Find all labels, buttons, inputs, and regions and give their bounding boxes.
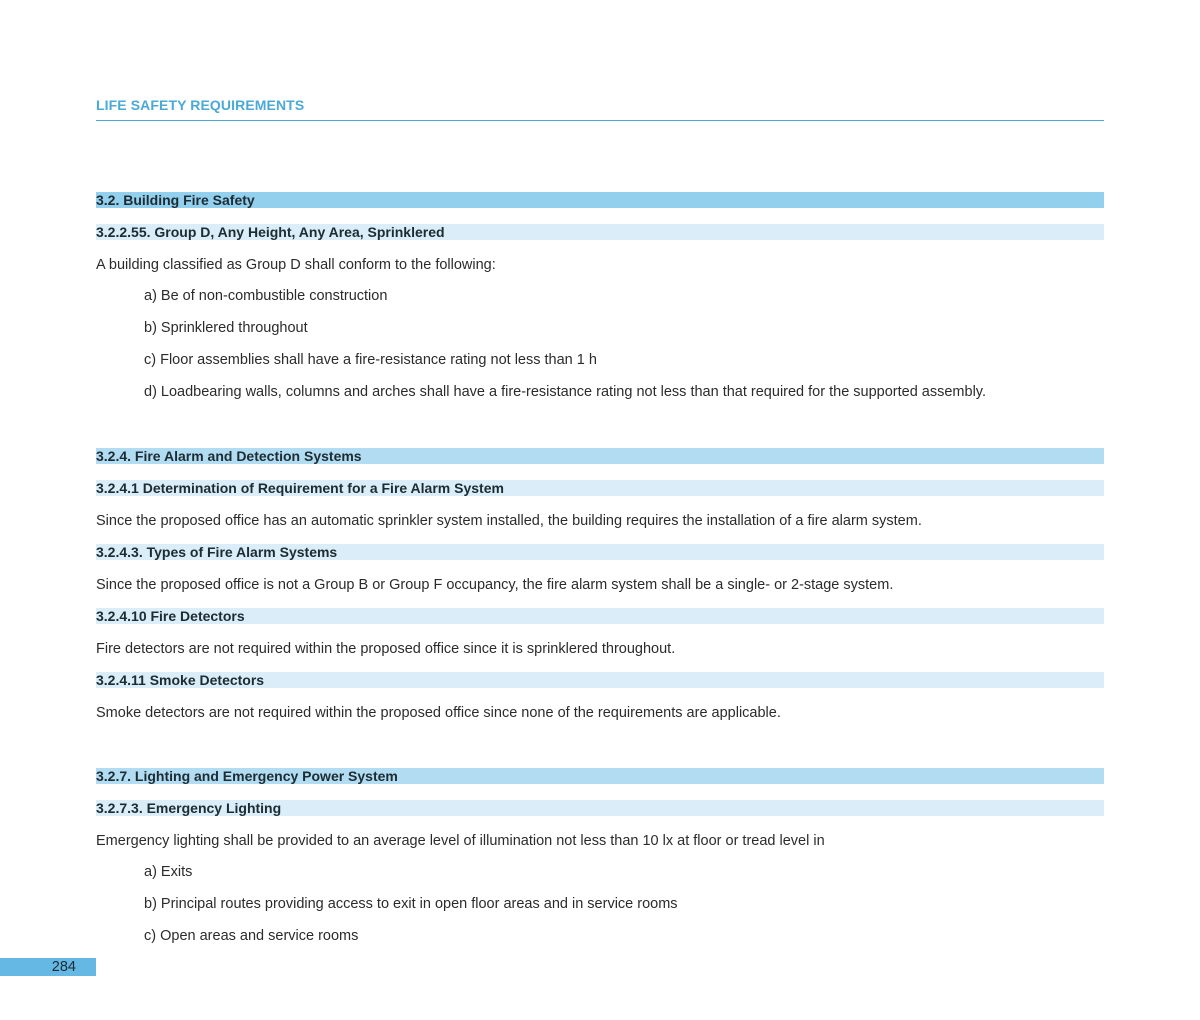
paragraph-emergency-lighting-intro: Emergency lighting shall be provided to an average level of illumination not less than 10 lx at floor or tread level in <box>96 833 825 849</box>
list-item: a) Be of non-combustible construction <box>144 288 388 304</box>
paragraph-fire-detectors: Fire detectors are not required within the proposed office since it is sprinklered throughout. <box>96 641 676 657</box>
subsection-heading-3-2-4-1: 3.2.4.1 Determination of Requirement for a Fire Alarm System <box>96 480 1104 496</box>
list-item: b) Sprinklered throughout <box>144 320 308 336</box>
running-head: LIFE SAFETY REQUIREMENTS <box>96 97 305 113</box>
list-item: c) Open areas and service rooms <box>144 928 359 944</box>
paragraph-smoke-detectors: Smoke detectors are not required within the proposed office since none of the requirements are applicable. <box>96 705 781 721</box>
subsection-heading-3-2-7-3: 3.2.7.3. Emergency Lighting <box>96 800 1104 816</box>
page-number-tab <box>0 958 96 976</box>
paragraph-group-d-intro: A building classified as Group D shall conform to the following: <box>96 257 496 273</box>
list-item: c) Floor assemblies shall have a fire-resistance rating not less than 1 h <box>144 352 597 368</box>
section-heading-3-2: 3.2. Building Fire Safety <box>96 192 1104 208</box>
header-rule <box>96 120 1104 121</box>
subsection-heading-3-2-4-10: 3.2.4.10 Fire Detectors <box>96 608 1104 624</box>
section-heading-3-2-7: 3.2.7. Lighting and Emergency Power System <box>96 768 1104 784</box>
subsection-heading-3-2-2-55: 3.2.2.55. Group D, Any Height, Any Area, Sprinklered <box>96 224 1104 240</box>
list-item: b) Principal routes providing access to exit in open floor areas and in service rooms <box>144 896 678 912</box>
list-item: d) Loadbearing walls, columns and arches shall have a fire-resistance rating not less than that required for the supported assembly. <box>144 384 986 400</box>
page-number: 284 <box>51 959 76 975</box>
subsection-heading-3-2-4-3: 3.2.4.3. Types of Fire Alarm Systems <box>96 544 1104 560</box>
list-item: a) Exits <box>144 864 193 880</box>
paragraph-fire-alarm-requirement: Since the proposed office has an automatic sprinkler system installed, the building requires the installation of a fire alarm system. <box>96 513 922 529</box>
paragraph-fire-alarm-types: Since the proposed office is not a Group B or Group F occupancy, the fire alarm system shall be a single- or 2-stage system. <box>96 577 894 593</box>
subsection-heading-3-2-4-11: 3.2.4.11 Smoke Detectors <box>96 672 1104 688</box>
section-heading-3-2-4: 3.2.4. Fire Alarm and Detection Systems <box>96 448 1104 464</box>
